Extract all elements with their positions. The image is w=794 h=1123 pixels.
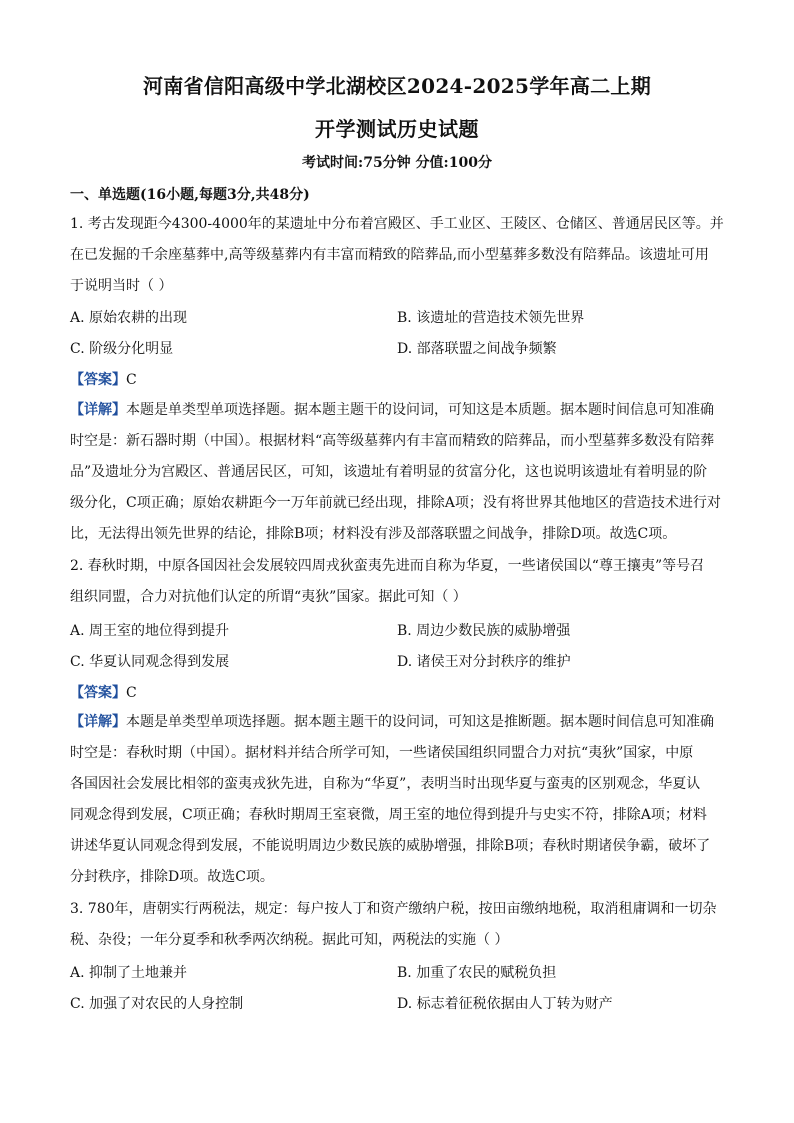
detail-line: 各国因社会发展比相邻的蛮夷戎狄先进，自称为“华夏”，表明当时出现华夏与蛮夷的区别观念，华夏认 bbox=[70, 776, 701, 792]
stem-line: 于说明当时（ ） bbox=[70, 278, 173, 294]
option-d: D. 诸侯王对分封秩序的维护 bbox=[397, 654, 571, 670]
detail-line: 级分化，C项正确；原始农耕距今一万年前就已经出现，排除A项；没有将世界其他地区的营造技术进行对 bbox=[70, 495, 721, 511]
answer-value: C bbox=[126, 685, 137, 701]
detail-tag: 【详解】 bbox=[70, 402, 126, 418]
option-a: A. 原始农耕的出现 bbox=[70, 310, 188, 326]
option-a: A. 抑制了土地兼并 bbox=[70, 965, 188, 981]
question-2-stem bbox=[70, 551, 726, 613]
option-c: C. 阶级分化明显 bbox=[70, 341, 174, 357]
option-d: D. 标志着征税依据由人丁转为财产 bbox=[397, 996, 613, 1012]
answer-value: C bbox=[126, 372, 137, 388]
detail-line bbox=[70, 707, 726, 738]
option-b: B. 周边少数民族的威胁增强 bbox=[397, 623, 571, 639]
stem-line: 组织同盟，合力对抗他们认定的所谓“夷狄”国家。据此可知（ ） bbox=[70, 589, 467, 605]
question-2-answer bbox=[70, 682, 137, 702]
detail-line: 分封秩序，排除D项。故选C项。 bbox=[70, 869, 274, 885]
detail-line: 时空是：春秋时期（中国）。据材料并结合所学可知，一些诸侯国组织同盟合力对抗“夷狄”国家，中原 bbox=[70, 745, 694, 761]
detail-line: 时空是：新石器时期（中国）。根据材料“高等级墓葬内有丰富而精致的陪葬品，而小型墓葬多数没有陪葬 bbox=[70, 433, 715, 449]
answer-tag: 【答案】 bbox=[70, 372, 126, 388]
stem-line: 2. 春秋时期，中原各国因社会发展较四周戎狄蛮夷先进而自称为华夏，一些诸侯国以“尊王攘夷”等号召 bbox=[70, 558, 705, 574]
stem-line: 1. 考古发现距今4300-4000年的某遗址中分布着宫殿区、手工业区、王陵区、仓储区、普通居民区等。并 bbox=[70, 216, 724, 232]
detail-text: 本题是单类型单项选择题。据本题主题干的设问词，可知这是推断题。据本题时间信息可知准确 bbox=[126, 714, 714, 730]
option-c: C. 华夏认同观念得到发展 bbox=[70, 654, 230, 670]
stem-line: 3. 780年，唐朝实行两税法，规定：每户按人丁和资产缴纳户税，按田亩缴纳地税，取消租庸调和一切杂 bbox=[70, 901, 717, 917]
section-heading: 一、单选题(16小题,每题3分,共48分) bbox=[70, 187, 310, 203]
answer-tag: 【答案】 bbox=[70, 685, 126, 701]
detail-line: 比，无法得出领先世界的结论，排除B项；材料没有涉及部落联盟之间战争，排除D项。故选C项。 bbox=[70, 526, 677, 542]
detail-line: 同观念得到发展，C项正确；春秋时期周王室衰微，周王室的地位得到提升与史实不符，排除A项；材料 bbox=[70, 807, 707, 823]
option-c: C. 加强了对农民的人身控制 bbox=[70, 996, 244, 1012]
question-1-stem bbox=[70, 209, 726, 302]
detail-line bbox=[70, 395, 726, 426]
detail-text: 本题是单类型单项选择题。据本题主题干的设问词，可知这是本质题。据本题时间信息可知准确 bbox=[126, 402, 714, 418]
detail-line: 品”及遗址分为宫殿区、普通居民区，可知，该遗址有着明显的贫富分化，这也说明该遗址有着明显的阶 bbox=[70, 464, 708, 480]
stem-line: 税、杂役；一年分夏季和秋季两次纳税。据此可知，两税法的实施（ ） bbox=[70, 932, 509, 948]
question-1-answer bbox=[70, 369, 137, 389]
exam-title-line1: 河南省信阳高级中学北湖校区2024-2025学年高二上期 bbox=[142, 74, 652, 98]
question-1-detail bbox=[70, 395, 726, 550]
option-a: A. 周王室的地位得到提升 bbox=[70, 623, 230, 639]
option-b: B. 该遗址的营造技术领先世界 bbox=[397, 310, 585, 326]
question-2-detail bbox=[70, 707, 726, 893]
exam-title-line2: 开学测试历史试题 bbox=[315, 117, 479, 141]
stem-line: 在已发掘的千余座墓葬中,高等级墓葬内有丰富而精致的陪葬品,而小型墓葬多数没有陪葬品。该遗址可用 bbox=[70, 247, 709, 263]
option-b: B. 加重了农民的赋税负担 bbox=[397, 965, 557, 981]
detail-tag: 【详解】 bbox=[70, 714, 126, 730]
question-3-stem bbox=[70, 894, 726, 956]
detail-line: 讲述华夏认同观念得到发展，不能说明周边少数民族的威胁增强，排除B项；春秋时期诸侯争霸，破坏了 bbox=[70, 838, 711, 854]
option-d: D. 部落联盟之间战争频繁 bbox=[397, 341, 557, 357]
exam-info: 考试时间:75分钟 分值:100分 bbox=[302, 155, 492, 171]
